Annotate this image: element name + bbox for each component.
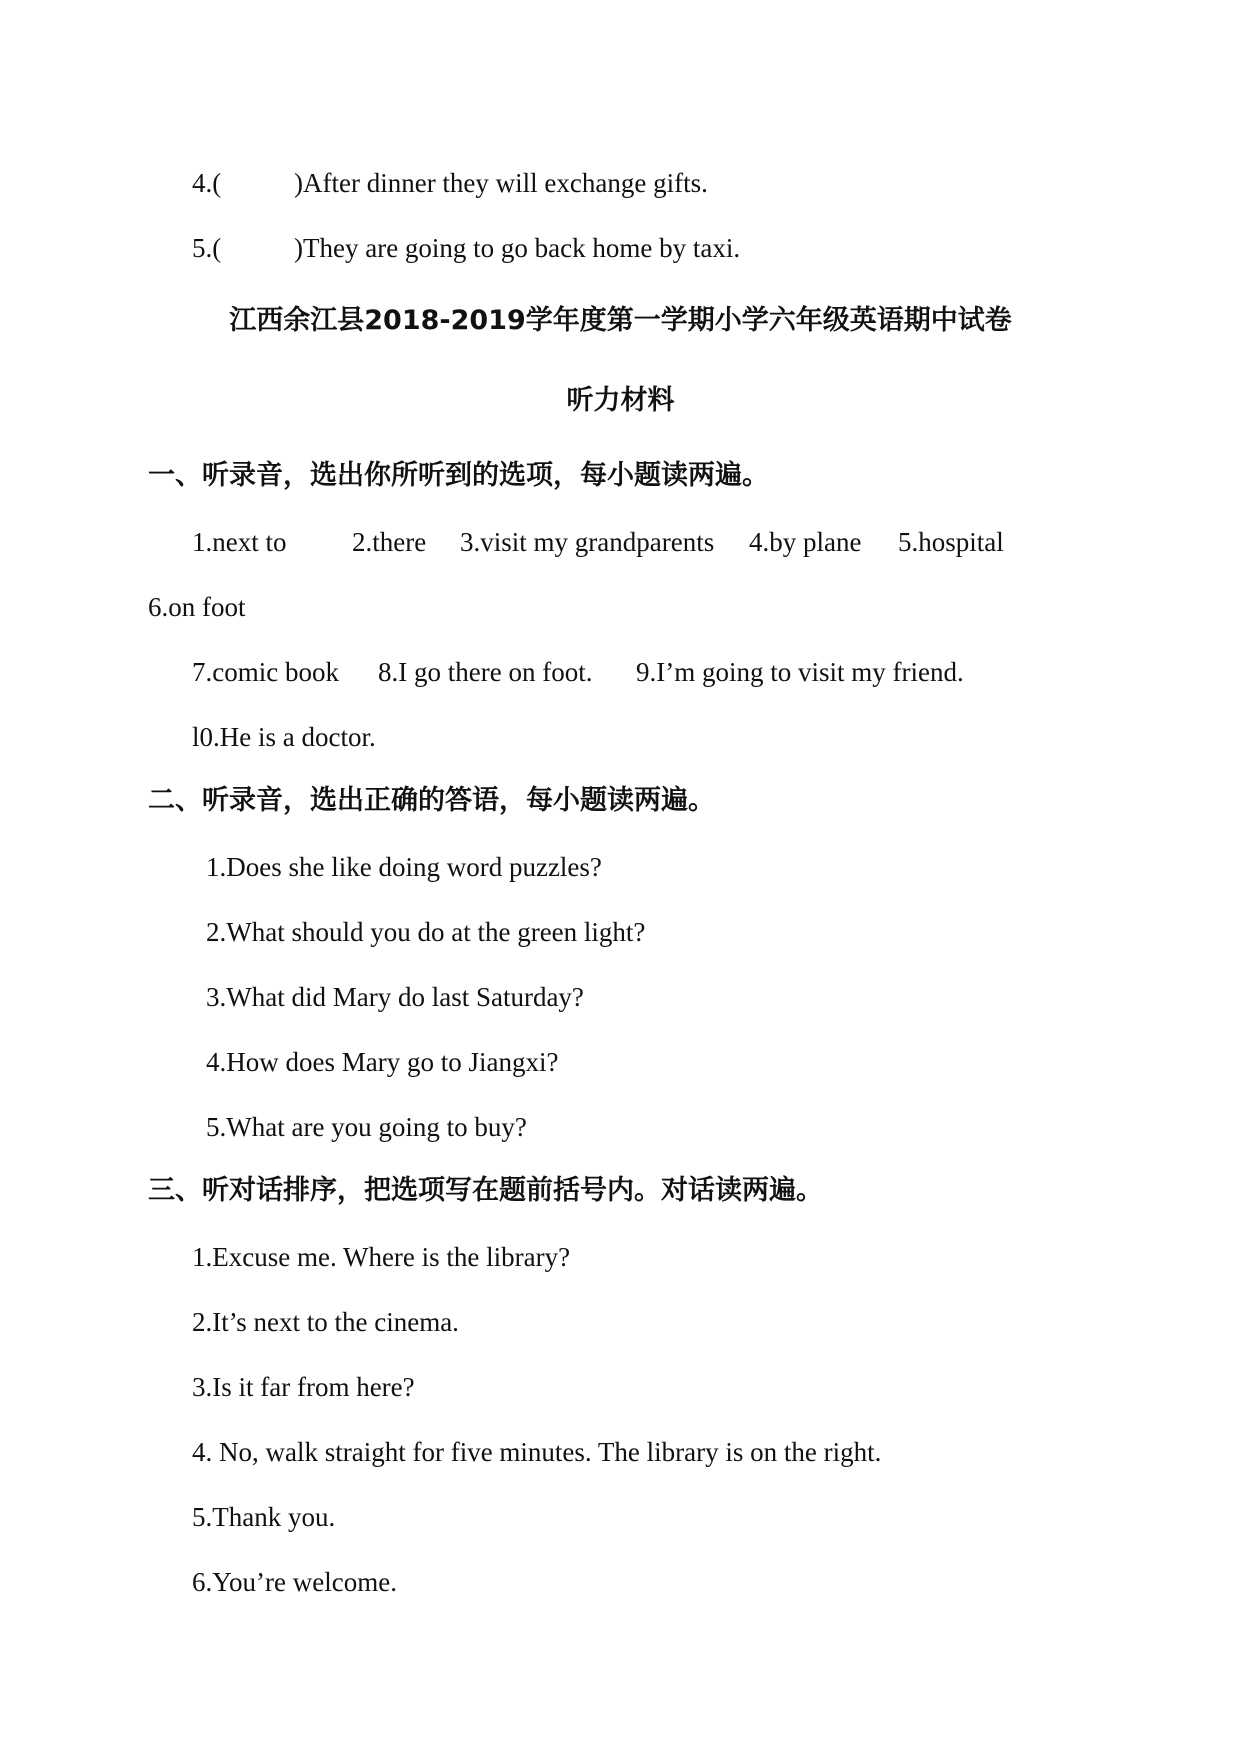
list-item: 1.Excuse me. Where is the library? (192, 1242, 571, 1272)
list-item: 2.What should you do at the green light? (206, 917, 646, 947)
list-item: 3.visit my grandparents (460, 527, 715, 557)
list-item: 5.hospital (898, 527, 1004, 557)
section1-row3 (192, 655, 1092, 689)
list-item: 5.What are you going to buy? (206, 1112, 527, 1142)
list-item: 4.by plane (749, 527, 862, 557)
section2-heading: 二、听录音，选出正确的答语，每小题读两遍。 (148, 785, 715, 816)
item-text: )After dinner they will exchange gifts. (294, 168, 708, 198)
list-item: 9.I’m going to visit my friend. (636, 657, 964, 687)
section1-heading: 一、听录音，选出你所听到的选项，每小题读两遍。 (148, 460, 769, 491)
list-item: 6.You’re welcome. (192, 1567, 397, 1597)
list-item: 2.It’s next to the cinema. (192, 1307, 459, 1337)
list-item: 3.What did Mary do last Saturday? (206, 982, 584, 1012)
list-item: 1.Does she like doing word puzzles? (206, 852, 602, 882)
page-title: 江西余江县2018-2019学年度第一学期小学六年级英语期中试卷 (229, 305, 1012, 336)
item-number: 5.( (192, 233, 222, 263)
list-item: 2.there (352, 527, 427, 557)
item-text: )They are going to go back home by taxi. (294, 233, 741, 263)
page-subtitle: 听力材料 (566, 385, 675, 416)
list-item: 4.How does Mary go to Jiangxi? (206, 1047, 559, 1077)
section1-row4: l0.He is a doctor. (192, 722, 376, 752)
list-item: 7.comic book (192, 657, 339, 687)
item-number: 4.( (192, 168, 222, 198)
section3-heading: 三、听对话排序，把选项写在题前括号内。对话读两遍。 (148, 1175, 823, 1206)
list-item: 5.Thank you. (192, 1502, 336, 1532)
list-item: 4. No, walk straight for five minutes. The library is on the right. (192, 1437, 882, 1467)
list-item: 3.Is it far from here? (192, 1372, 415, 1402)
list-item: 1.next to (192, 527, 287, 557)
list-item: 8.I go there on foot. (378, 657, 593, 687)
section1-row2: 6.on foot (148, 592, 246, 622)
section1-row1 (192, 525, 1092, 559)
